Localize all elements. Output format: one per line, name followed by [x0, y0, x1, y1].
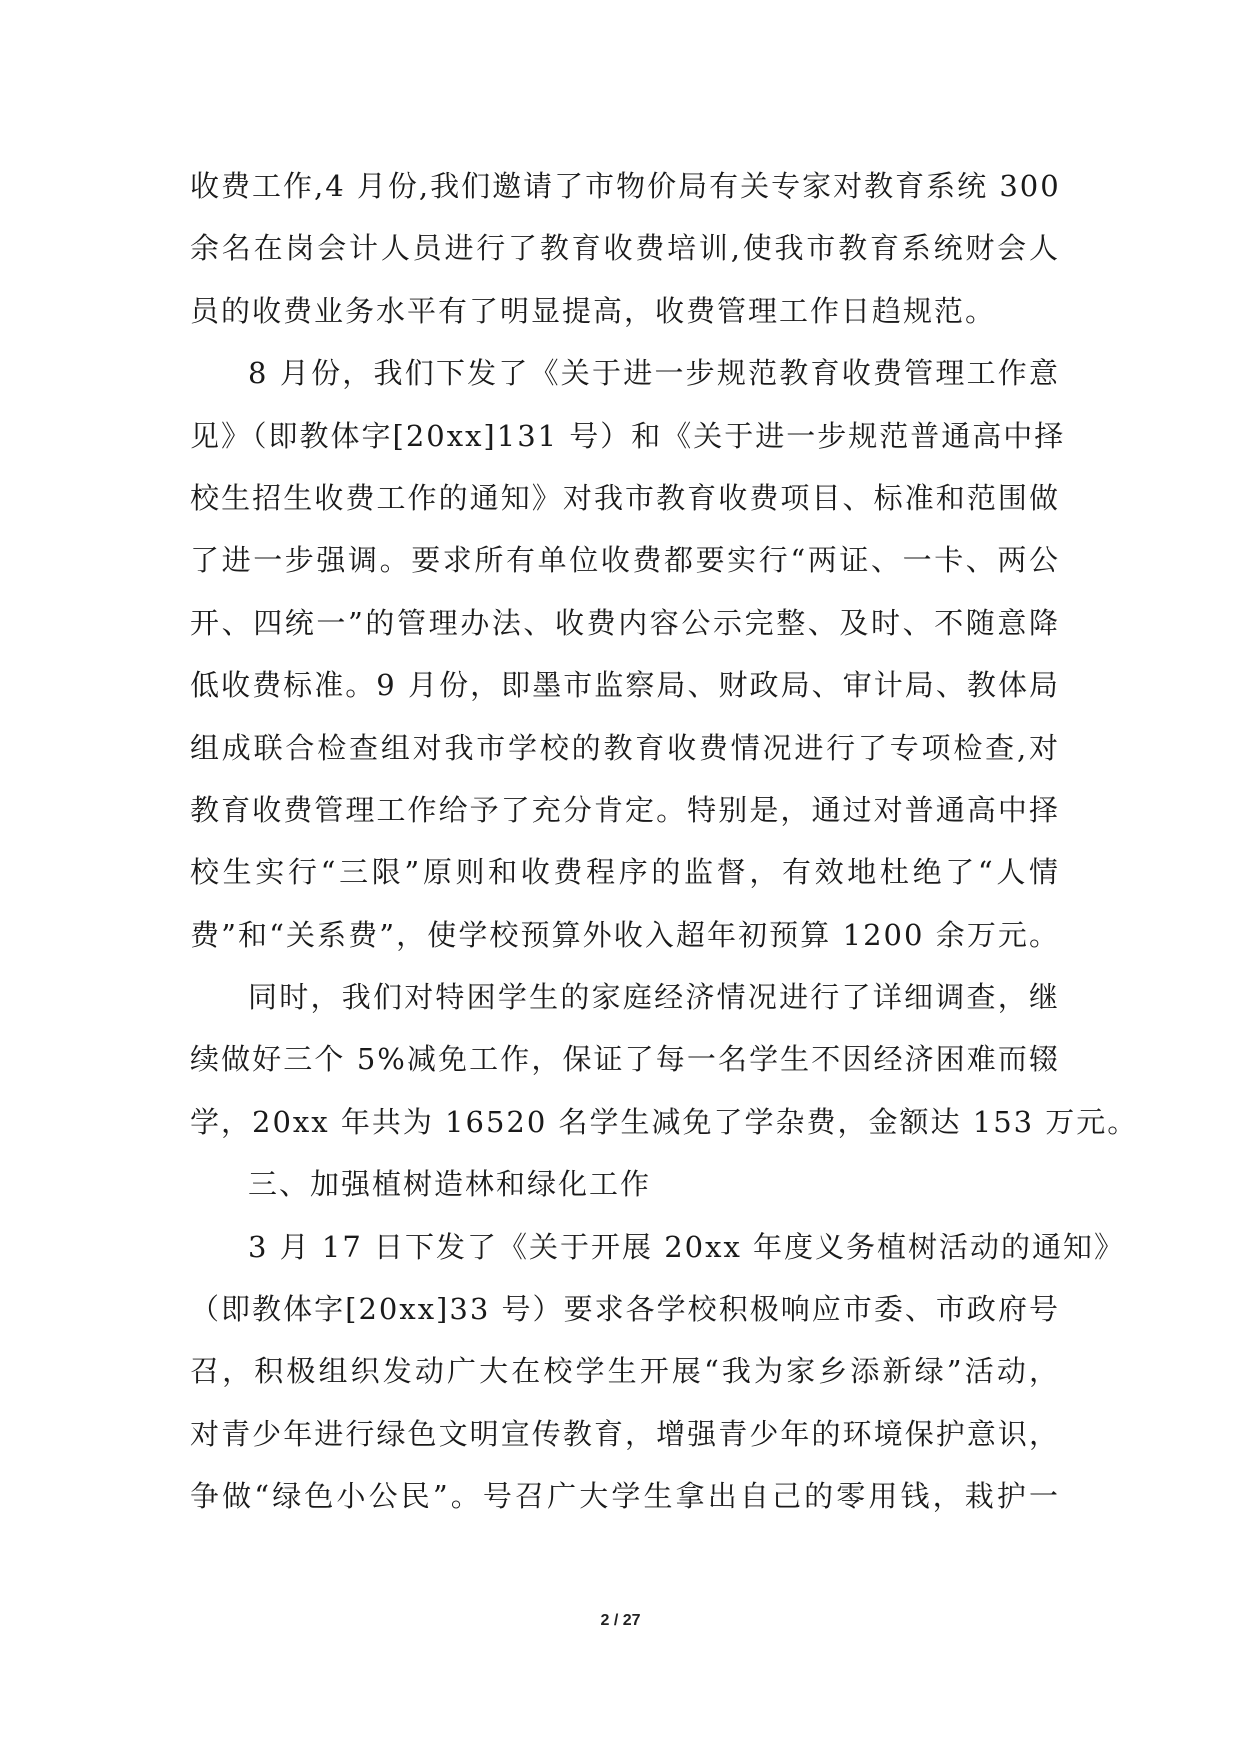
text-line: （即教体字[20xx]33 号）要求各学校积极响应市委、市政府号	[190, 1292, 1060, 1327]
text-line: 校生实行“三限”原则和收费程序的监督，有效地杜绝了“人情	[190, 855, 1060, 890]
text-line: 了进一步强调。要求所有单位收费都要实行“两证、一卡、两公	[190, 543, 1060, 578]
paragraph-start-line: 3 月 17 日下发了《关于开展 20xx 年度义务植树活动的通知》	[248, 1229, 1126, 1264]
text-line: 费”和“关系费”，使学校预算外收入超年初预算 1200 余万元。	[190, 917, 1060, 952]
text-line: 余名在岗会计人员进行了教育收费培训,使我市教育系统财会人	[190, 231, 1060, 266]
text-line: 员的收费业务水平有了明显提高，收费管理工作日趋规范。	[190, 293, 997, 328]
text-line: 召，积极组织发动广大在校学生开展“我为家乡添新绿”活动，	[190, 1354, 1060, 1389]
text-line: 收费工作,4 月份,我们邀请了市物价局有关专家对教育系统 300	[190, 169, 1061, 203]
text-line: 续做好三个 5%减免工作，保证了每一名学生不因经济困难而辍	[190, 1042, 1060, 1077]
text-line: 学，20xx 年共为 16520 名学生减免了学杂费，金额达 153 万元。	[190, 1104, 1139, 1139]
document-body	[190, 155, 1139, 1528]
text-line: 见》（即教体字[20xx]131 号）和《关于进一步规范普通高中择	[190, 418, 1066, 453]
page-number: 2 / 27	[600, 1612, 641, 1629]
text-line: 对青少年进行绿色文明宣传教育，增强青少年的环境保护意识，	[190, 1416, 1060, 1451]
text-line: 校生招生收费工作的通知》对我市教育收费项目、标准和范围做	[190, 480, 1060, 515]
text-line: 争做“绿色小公民”。号召广大学生拿出自己的零用钱，栽护一	[190, 1479, 1060, 1514]
text-line: 低收费标准。9 月份，即墨市监察局、财政局、审计局、教体局	[190, 668, 1060, 703]
text-line: 开、四统一”的管理办法、收费内容公示完整、及时、不随意降	[190, 605, 1060, 640]
text-line: 教育收费管理工作给予了充分肯定。特别是，通过对普通高中择	[190, 792, 1060, 827]
text-line: 组成联合检查组对我市学校的教育收费情况进行了专项检查,对	[190, 730, 1060, 765]
section-heading: 三、加强植树造林和绿化工作	[248, 1167, 652, 1202]
paragraph-start-line: 8 月份，我们下发了《关于进一步规范教育收费管理工作意	[248, 356, 1060, 391]
paragraph-start-line: 同时，我们对特困学生的家庭经济情况进行了详细调查，继	[248, 980, 1060, 1015]
